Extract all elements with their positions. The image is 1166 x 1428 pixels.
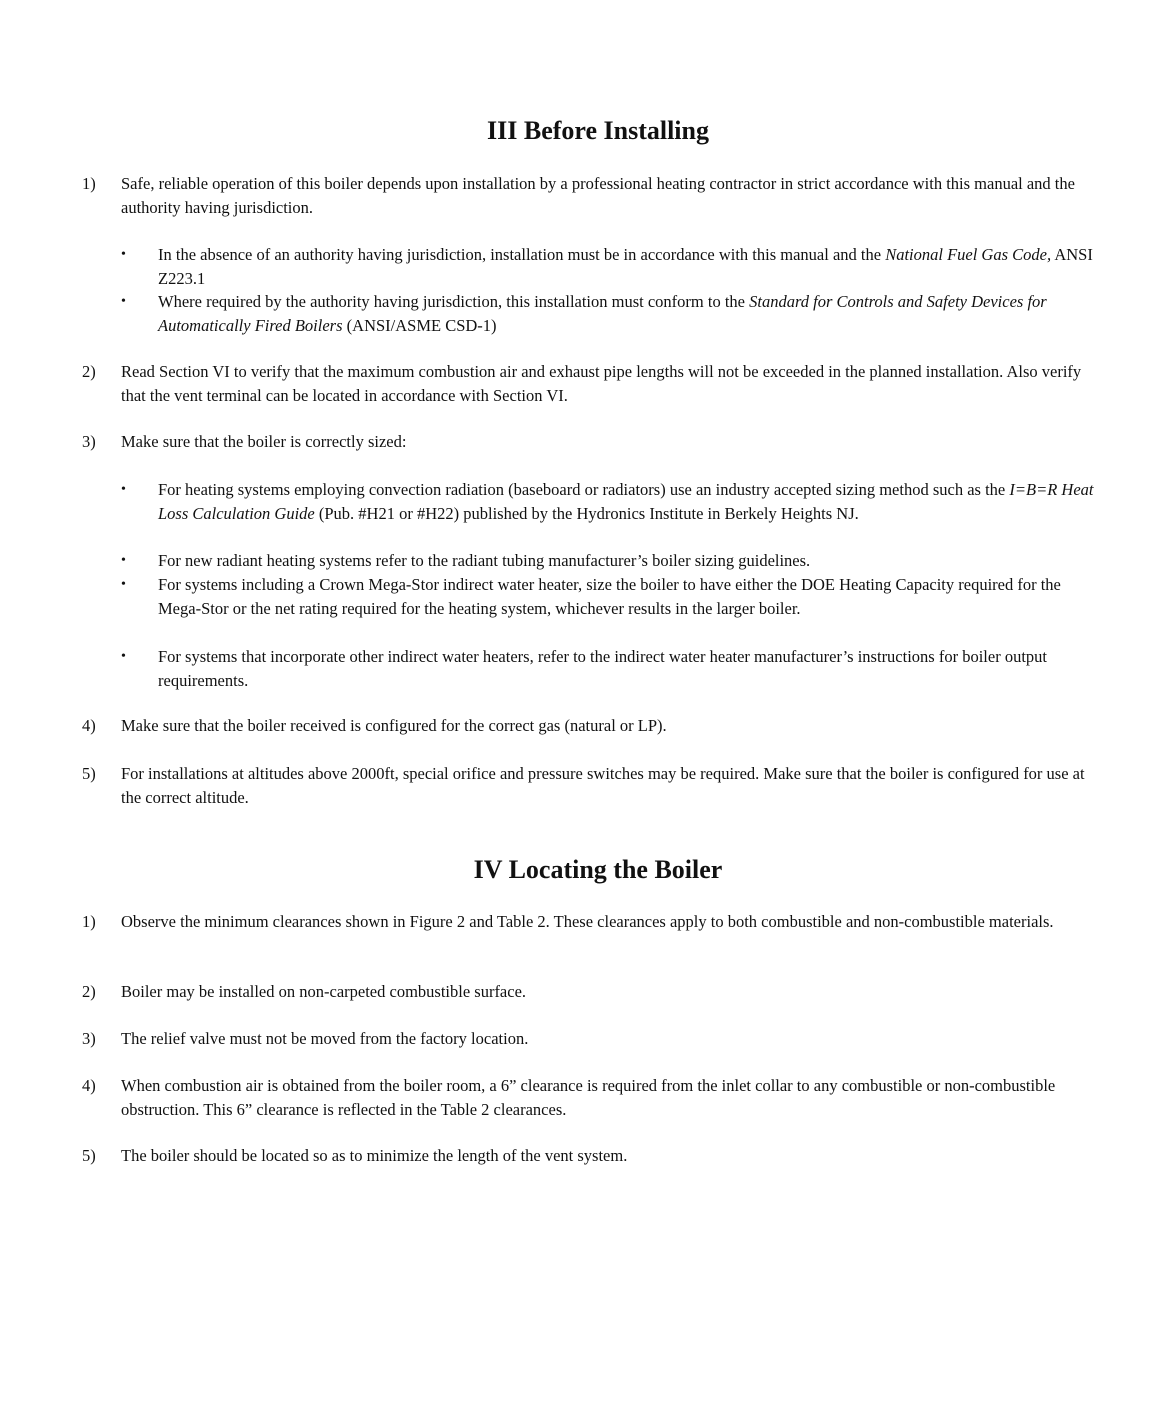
bullet-icon: • bbox=[121, 294, 126, 309]
bullet-icon: • bbox=[121, 247, 126, 262]
item-text: Safe, reliable operation of this boiler depends upon installation by a professional heating contractor in strict accordance with this manual and the authority having jurisdiction. bbox=[121, 174, 1075, 217]
bullet-text: For systems including a Crown Mega-Stor indirect water heater, size the boiler to have either the DOE Heating Capacity required for the Mega-Stor or the net rating required for the heating system, whichever results in the larger boiler. bbox=[158, 575, 1061, 618]
item-text: Observe the minimum clearances shown in Figure 2 and Table 2. These clearances apply to both combustible and non-combustible materials. bbox=[121, 912, 1054, 931]
bullet-icon: • bbox=[121, 553, 126, 568]
bullet-text: For heating systems employing convection radiation (baseboard or radiators) use an industry accepted sizing method such as the I=B=R Heat Loss Calculation Guide (Pub. #H21 or #H22) published by the Hydronics Institute in Berkely Heights NJ. bbox=[158, 480, 1094, 523]
bullet-icon: • bbox=[121, 649, 126, 664]
item-text: The relief valve must not be moved from the factory location. bbox=[121, 1029, 529, 1048]
item-number: 3) bbox=[82, 432, 96, 451]
item-number: 4) bbox=[82, 1076, 96, 1095]
item-text: The boiler should be located so as to minimize the length of the vent system. bbox=[121, 1146, 628, 1165]
item-number: 1) bbox=[82, 912, 96, 931]
item-number: 5) bbox=[82, 764, 96, 783]
bullet-text: For new radiant heating systems refer to the radiant tubing manufacturer’s boiler sizing guidelines. bbox=[158, 551, 811, 570]
section-title-before-installing: III Before Installing bbox=[487, 116, 709, 145]
item-text: Boiler may be installed on non-carpeted combustible surface. bbox=[121, 982, 527, 1001]
bullet-text: For systems that incorporate other indirect water heaters, refer to the indirect water heater manufacturer’s instructions for boiler output requirements. bbox=[158, 647, 1047, 690]
item-text: When combustion air is obtained from the boiler room, a 6” clearance is required from the inlet collar to any combustible or non-combustible obstruction. This 6” clearance is reflected in the Table 2 clearances. bbox=[121, 1076, 1056, 1119]
bullet-icon: • bbox=[121, 577, 126, 592]
bullet-text: Where required by the authority having jurisdiction, this installation must conform to the Standard for Controls and Safety Devices for Automatically Fired Boilers (ANSI/ASME CSD-1) bbox=[158, 292, 1047, 335]
section-title-locating-boiler: IV Locating the Boiler bbox=[473, 855, 723, 884]
item-number: 1) bbox=[82, 174, 96, 193]
item-text: Read Section VI to verify that the maximum combustion air and exhaust pipe lengths will not be exceeded in the planned installation. Also verify that the vent terminal can be located in accordance with Section VI. bbox=[121, 362, 1082, 405]
item-text: Make sure that the boiler is correctly sized: bbox=[121, 432, 407, 451]
item-number: 4) bbox=[82, 716, 96, 735]
bullet-icon: • bbox=[121, 482, 126, 497]
item-number: 2) bbox=[82, 982, 96, 1001]
bullet-text: In the absence of an authority having jurisdiction, installation must be in accordance with this manual and the National Fuel Gas Code, ANSI Z223.1 bbox=[158, 245, 1093, 288]
item-number: 3) bbox=[82, 1029, 96, 1048]
item-number: 5) bbox=[82, 1146, 96, 1165]
item-number: 2) bbox=[82, 362, 96, 381]
item-text: Make sure that the boiler received is configured for the correct gas (natural or LP). bbox=[121, 716, 667, 735]
item-text: For installations at altitudes above 2000ft, special orifice and pressure switches may be required. Make sure that the boiler is configured for use at the correct altitude. bbox=[121, 764, 1085, 807]
